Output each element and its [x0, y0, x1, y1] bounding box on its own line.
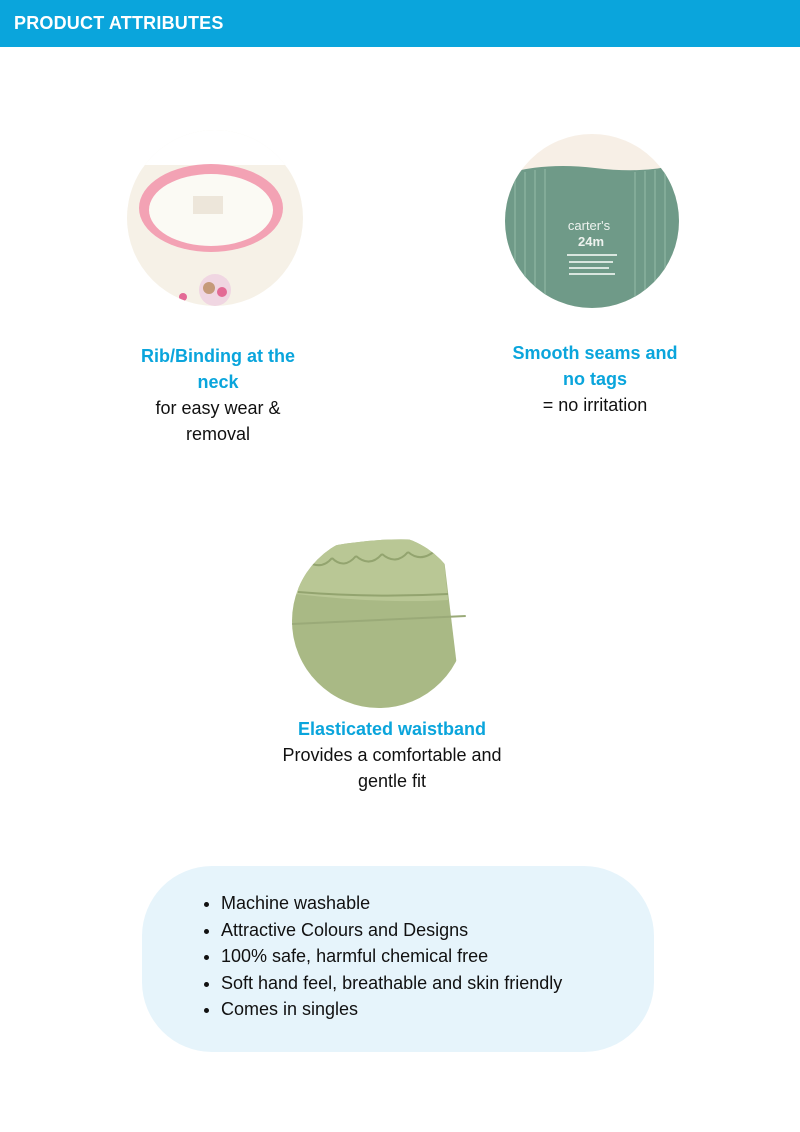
- feature-neck: [128, 343, 308, 447]
- feature-seams: [500, 340, 690, 418]
- page-title: PRODUCT ATTRIBUTES: [14, 13, 224, 33]
- feature-description: for easy wear & removal: [155, 398, 281, 444]
- feature-description: = no irritation: [542, 395, 648, 415]
- feature-description: Provides a comfortable and gentle fit: [282, 745, 502, 791]
- feature-title: Smooth seams and no tags: [512, 343, 678, 389]
- benefits-list: [201, 890, 562, 1023]
- feature-waistband: [282, 716, 502, 794]
- list-item: • Attractive Colours and Designs: [221, 917, 562, 944]
- list-item: • Soft hand feel, breathable and skin friendly: [221, 970, 562, 997]
- list-item: • Machine washable: [221, 890, 562, 917]
- label-size-text: 24m: [577, 234, 605, 249]
- waistband-photo: [292, 534, 466, 708]
- feature-title: Rib/Binding at the neck: [141, 346, 295, 392]
- label-photo: [505, 134, 679, 308]
- list-item: • 100% safe, harmful chemical free: [221, 943, 562, 970]
- header-bar: [0, 0, 800, 47]
- list-item: • Comes in singles: [221, 996, 562, 1023]
- neckline-photo: [127, 130, 303, 306]
- label-brand-text: carter's: [567, 218, 611, 233]
- feature-title: Elasticated waistband: [297, 719, 487, 739]
